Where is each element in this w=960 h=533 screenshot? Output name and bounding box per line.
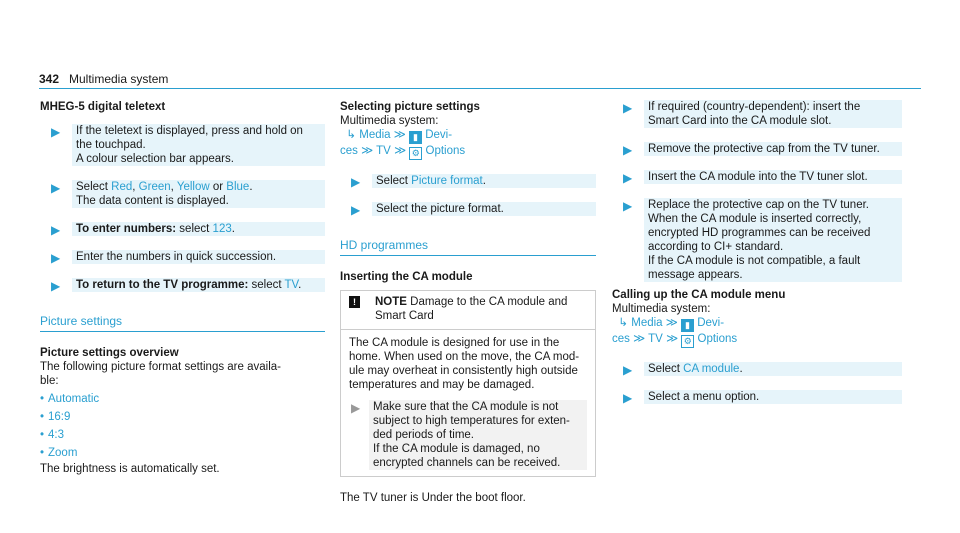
return-arrow-icon: ↳ bbox=[346, 129, 357, 141]
path-tv[interactable]: TV bbox=[376, 145, 391, 157]
step-select-ca-module: ▶ Select CA module. bbox=[644, 362, 902, 376]
step-replace-cap: ▶ Replace the protective cap on the TV tuner. When the CA module is inserted correctly, encrypted HD programmes can be received according to CI+ standard. If the CA module is not compatible, a fault message appears. bbox=[644, 198, 902, 282]
path-options[interactable]: Options bbox=[697, 333, 738, 345]
chevron-icon: ≫ bbox=[666, 333, 679, 345]
play-arrow-icon: ▶ bbox=[623, 101, 633, 115]
menu-path bbox=[612, 316, 902, 332]
step-select-menu-option: ▶ Select a menu option. bbox=[644, 390, 902, 404]
chevron-icon: ≫ bbox=[393, 129, 406, 141]
note-step: ▶ Make sure that the CA module is not subject to high temperatures for exten- ded periods of time. If the CA module is damaged, no encrypted channels can be received. bbox=[369, 400, 587, 470]
chevron-icon: ≫ bbox=[394, 145, 407, 157]
chevron-icon: ≫ bbox=[633, 333, 646, 345]
options-gear-icon: ⚙ bbox=[681, 335, 694, 348]
step-select-picture-format: ▶ Select Picture format. bbox=[372, 174, 596, 188]
path-options[interactable]: Options bbox=[425, 145, 466, 157]
path-devices-b[interactable]: ces bbox=[612, 333, 630, 345]
option-picture-format[interactable]: Picture format bbox=[411, 175, 483, 187]
path-devices-a[interactable]: Devi- bbox=[425, 129, 453, 141]
mheg-title: MHEG-5 digital teletext bbox=[40, 101, 166, 113]
option-blue[interactable]: Blue bbox=[226, 181, 250, 193]
path-tv[interactable]: TV bbox=[648, 333, 663, 345]
system-label: Multimedia system: bbox=[340, 115, 439, 127]
selecting-title: Selecting picture settings bbox=[340, 101, 480, 113]
menu-path-cont bbox=[612, 332, 902, 348]
play-arrow-icon: ▶ bbox=[51, 181, 61, 195]
step-select-colour: ▶ Select Red, Green, Yellow or Blue. The data content is displayed. bbox=[72, 180, 325, 208]
devices-icon: ▮ bbox=[409, 131, 422, 144]
step-enter-quick: ▶ Enter the numbers in quick succession. bbox=[72, 250, 325, 264]
format-16-9[interactable]: • 16:9 bbox=[40, 410, 325, 424]
play-arrow-icon: ▶ bbox=[51, 223, 61, 237]
page-header bbox=[39, 70, 921, 89]
header-title: Multimedia system bbox=[69, 72, 169, 86]
play-arrow-icon: ▶ bbox=[51, 251, 61, 265]
step-insert-smart-card: ▶ If required (country-dependent): insert the Smart Card into the CA module slot. bbox=[644, 100, 902, 128]
calling-title: Calling up the CA module menu bbox=[612, 289, 786, 301]
column-right bbox=[612, 100, 902, 404]
hd-programmes-title: HD programmes bbox=[340, 238, 596, 256]
options-gear-icon: ⚙ bbox=[409, 147, 422, 160]
format-automatic[interactable]: • Automatic bbox=[40, 392, 325, 406]
option-ca-module[interactable]: CA module bbox=[683, 363, 740, 375]
option-123[interactable]: 123 bbox=[212, 223, 232, 235]
play-arrow-icon: ▶ bbox=[623, 171, 633, 185]
note-header: ! NOTE Damage to the CA module and Smart Card bbox=[341, 291, 595, 330]
menu-path bbox=[340, 128, 596, 144]
column-middle bbox=[340, 100, 596, 505]
note-body: The CA module is designed for use in the home. When used on the move, the CA mod- ule may overheat in consistently high outside temperatures and may be damaged. ▶ Make sure that the CA module is not subject to high temperatures for exten- ded periods of time. If the CA module is damaged, no encrypted channels can be received. bbox=[341, 330, 595, 476]
option-yellow[interactable]: Yellow bbox=[176, 181, 210, 193]
format-zoom[interactable]: • Zoom bbox=[40, 446, 325, 460]
warning-icon: ! bbox=[349, 296, 360, 308]
play-arrow-icon: ▶ bbox=[51, 279, 61, 293]
play-arrow-icon: ▶ bbox=[623, 143, 633, 157]
path-media[interactable]: Media bbox=[359, 129, 391, 141]
inserting-title: Inserting the CA module bbox=[340, 271, 473, 283]
play-arrow-icon: ▶ bbox=[351, 175, 361, 189]
overview-title: Picture settings overview bbox=[40, 347, 179, 359]
option-tv[interactable]: TV bbox=[284, 279, 299, 291]
play-arrow-icon: ▶ bbox=[623, 391, 633, 405]
step-select-format: ▶ Select the picture format. bbox=[372, 202, 596, 216]
note-box bbox=[340, 290, 596, 477]
play-arrow-icon: ▶ bbox=[351, 401, 361, 415]
return-arrow-icon: ↳ bbox=[618, 317, 629, 329]
play-arrow-icon: ▶ bbox=[623, 363, 633, 377]
play-arrow-icon: ▶ bbox=[351, 203, 361, 217]
page-number: 342 bbox=[39, 72, 60, 86]
step-insert-module: ▶ Insert the CA module into the TV tuner slot. bbox=[644, 170, 902, 184]
step-remove-cap: ▶ Remove the protective cap from the TV tuner. bbox=[644, 142, 902, 156]
option-red[interactable]: Red bbox=[111, 181, 133, 193]
step-return-tv: ▶ To return to the TV programme: select TV. bbox=[72, 278, 325, 292]
format-4-3[interactable]: • 4:3 bbox=[40, 428, 325, 442]
play-arrow-icon: ▶ bbox=[51, 125, 61, 139]
path-devices-b[interactable]: ces bbox=[340, 145, 358, 157]
option-green[interactable]: Green bbox=[138, 181, 171, 193]
step-teletext-hold: ▶ If the teletext is displayed, press and hold on the touchpad. A colour selection bar appears. bbox=[72, 124, 325, 166]
path-media[interactable]: Media bbox=[631, 317, 663, 329]
brightness-text: The brightness is automatically set. bbox=[40, 463, 220, 475]
system-label: Multimedia system: bbox=[612, 303, 711, 315]
play-arrow-icon: ▶ bbox=[623, 199, 633, 213]
devices-icon: ▮ bbox=[681, 319, 694, 332]
chevron-icon: ≫ bbox=[665, 317, 678, 329]
step-enter-numbers: ▶ To enter numbers: select 123. bbox=[72, 222, 325, 236]
path-devices-a[interactable]: Devi- bbox=[697, 317, 725, 329]
column-left: MHEG-5 digital teletext ▶ If the teletext is displayed, press and hold on the touchpad. A colour selection bar appears. ▶ Select Red, Green, Yellow or Blue. The data content is displayed. ▶ To enter numbers: select 123. ▶ Enter the numbers in quick succession. ▶ To return to the TV programme: select TV. Picture settings Picture settings overview The following picture format settings are availa- ble: • Automatic • 16:9 • 4:3 • Zoom The brightness is automatically set. bbox=[40, 100, 325, 476]
picture-settings-title: Picture settings bbox=[40, 314, 325, 332]
menu-path-cont bbox=[340, 144, 596, 160]
chevron-icon: ≫ bbox=[361, 145, 374, 157]
tuner-text: The TV tuner is Under the boot floor. bbox=[340, 492, 526, 504]
